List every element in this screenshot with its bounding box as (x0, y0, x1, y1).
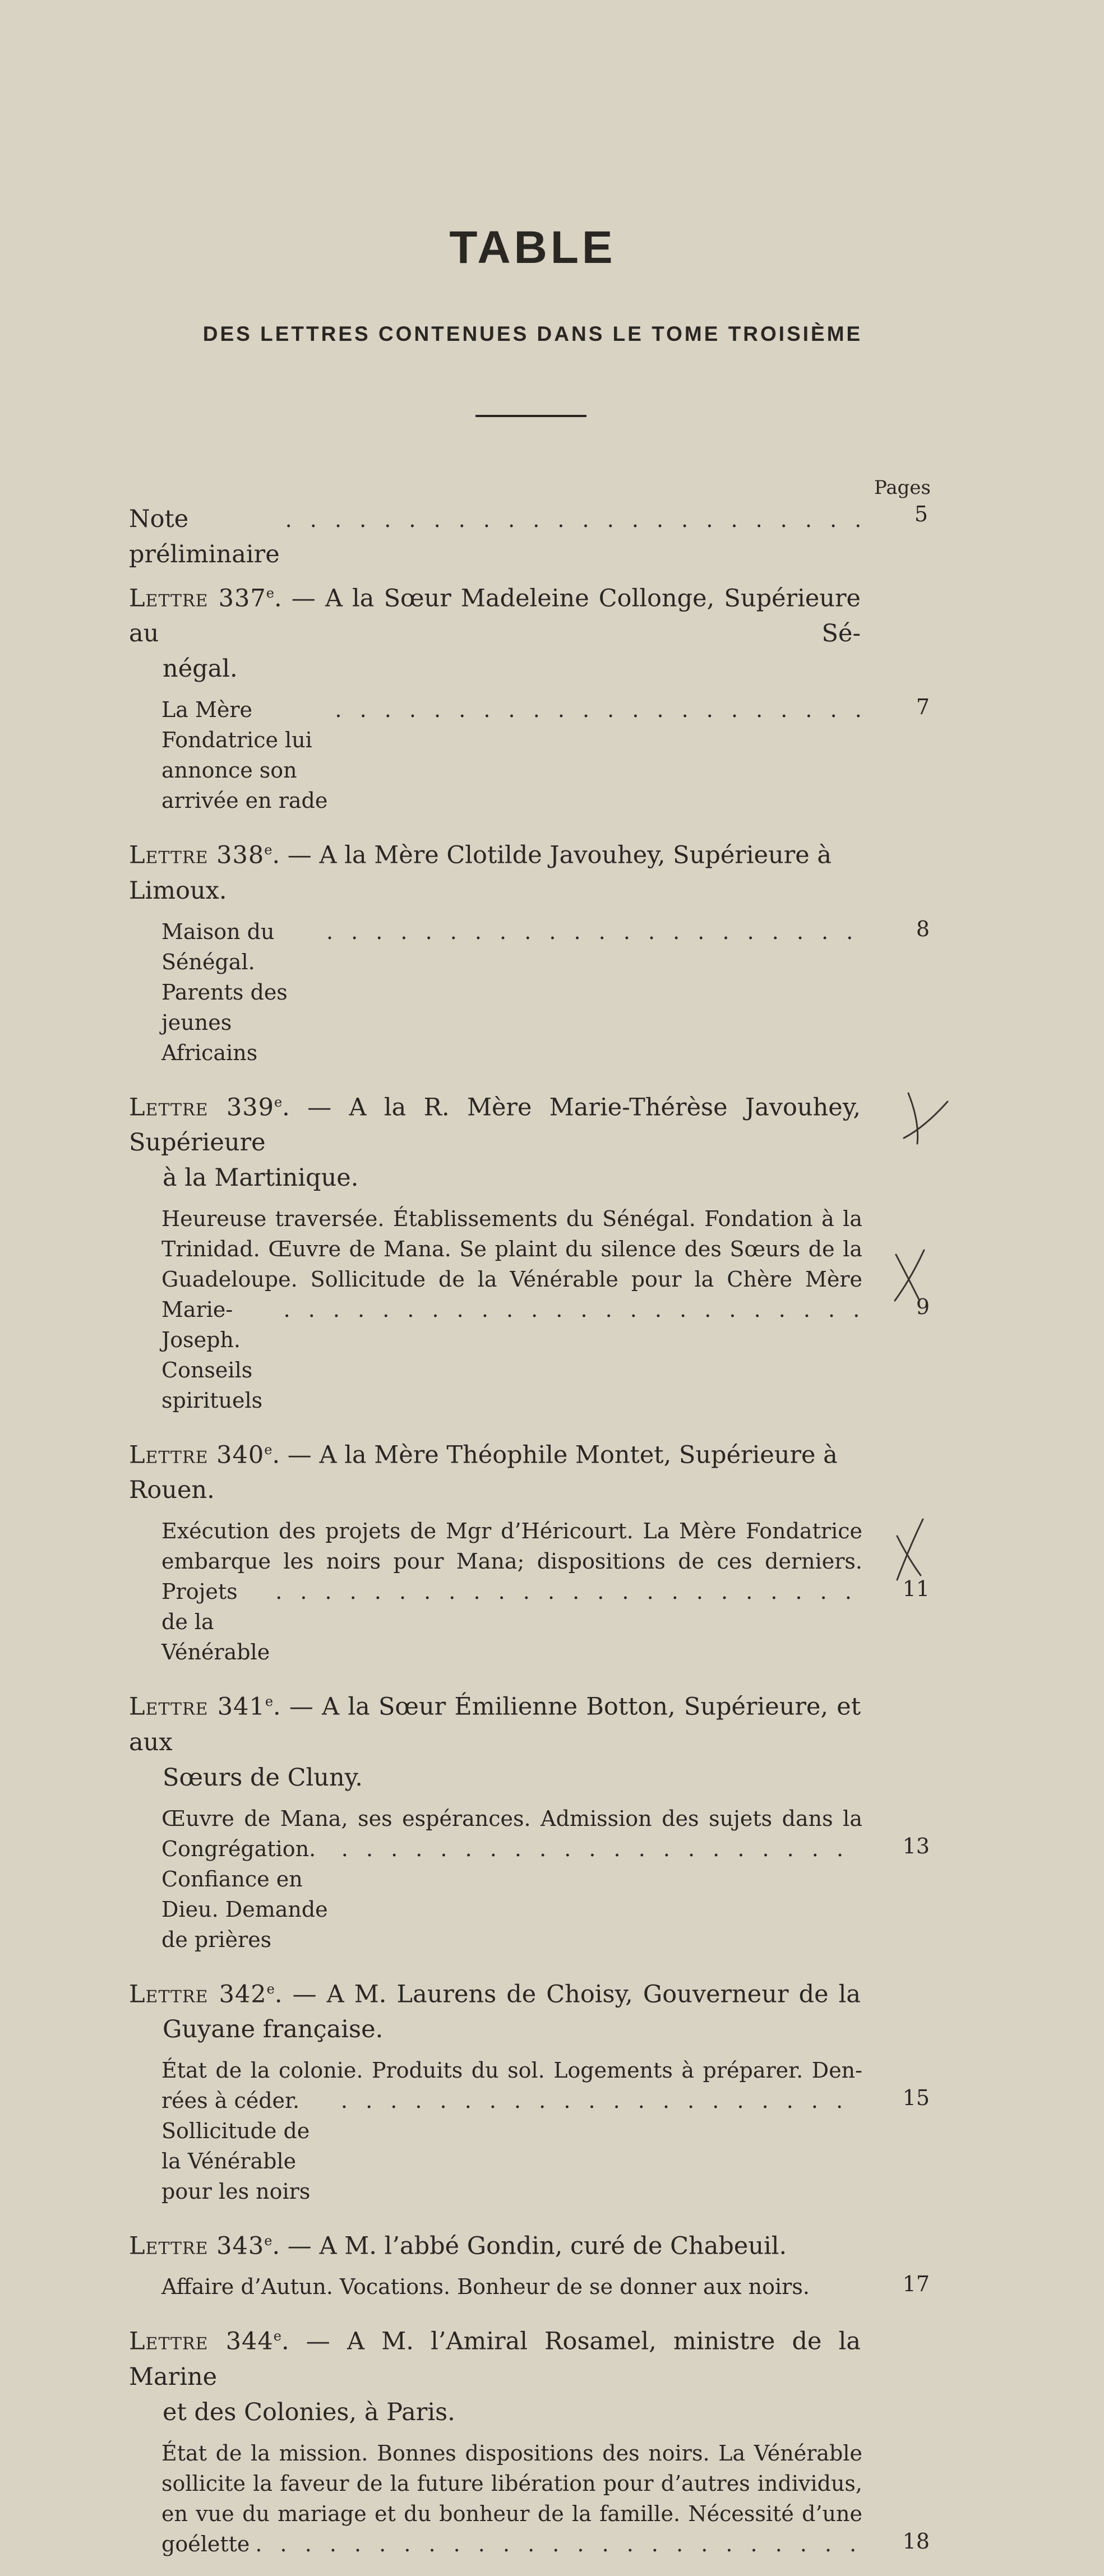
toc-entry-intro (129, 502, 928, 572)
leader-dots (335, 697, 862, 722)
leader-dots (284, 1297, 862, 1322)
leader-dots (255, 2532, 862, 2556)
leader-dots (285, 507, 861, 532)
letter-summary-line: Exécution des projets de Mgr d’Héricourt. La Mère Fondatrice (161, 1519, 862, 1544)
letter-summary-line: Trinidad. Œuvre de Mana. Se plaint du silence des Sœurs de la (161, 1236, 862, 1261)
letter-number: Lettre 337 (129, 584, 266, 613)
letter-summary: Affaire d’Autun. Vocations. Bonheur de se donner aux noirs. (161, 2274, 810, 2300)
toc-entry-letter: Lettre 344e. — A M. l’Amiral Rosamel, ministre de la Marine et des Colonies, à Paris. État de la mission. Bonnes dispositions des noirs. La Vénérable sollicite la faveur de la future libération pour d’autres individus, en vue du mariage et du bonheur de la famille. Nécessité d’une goélette . . . 18 (0, 2319, 1104, 2559)
page-number: 11 (902, 1576, 930, 1602)
letter-summary-line: Œuvre de Mana, ses espérances. Admission des sujets dans la (161, 1806, 862, 1831)
letter-summary: rées à céder. Sollicitude de la Vénérable pour les noirs (161, 2088, 311, 2204)
letter-heading: . — A M. l’Amiral Rosamel, ministre de la Marine (129, 2327, 861, 2391)
letter-heading: . — A la Sœur Madeleine Collonge, Supérieure au Sé- (129, 584, 861, 648)
page-title: TABLE (449, 222, 616, 273)
letter-summary-line: sollicite la faveur de la future libération pour d’autres individus, (161, 2471, 862, 2496)
letter-heading: . — A la Sœur Émilienne Botton, Supérieure, et aux (129, 1692, 861, 1756)
letter-summary: Projets de la Vénérable (161, 1579, 270, 1665)
page-number: 9 (916, 1294, 930, 1319)
letter-summary: Maison du Sénégal. Parents des jeunes Africains (161, 919, 288, 1065)
letter-summary-line: Heureuse traversée. Établissements du Sénégal. Fondation à la (161, 1206, 862, 1231)
toc-entry-letter: Lettre 338e. — A la Mère Clotilde Javouhey, Supérieure à Limoux. Maison du Sénégal. Parents des jeunes Africains . . . 8 (0, 833, 1104, 1067)
letter-number: Lettre 342 (129, 1980, 267, 2008)
page-number: 17 (902, 2272, 930, 2297)
toc-entry-letter: Lettre 343e. — A M. l’abbé Gondin, curé de Chabeuil. Affaire d’Autun. Vocations. Bonheur de se donner aux noirs. 17 (0, 2223, 1104, 2302)
letter-heading: . — A la Mère Clotilde Javouhey, Supérieure à Limoux. (129, 841, 832, 905)
leader-dots (341, 2088, 862, 2113)
letter-number: Lettre 344 (129, 2327, 274, 2356)
letter-heading-continued: Guyane française. (163, 2015, 384, 2043)
letter-number: Lettre 343 (129, 2232, 265, 2260)
letter-summary-line: État de la mission. Bonnes dispositions des noirs. La Vénérable (161, 2440, 862, 2466)
letter-summary: Marie-Joseph. Conseils spirituels (161, 1297, 263, 1413)
letter-summary: La Mère Fondatrice lui annonce son arrivée en rade (161, 697, 328, 813)
toc-entry-letter: Lettre 337e. — A la Sœur Madeleine Collonge, Supérieure au Sé- négal. La Mère Fondatrice lui annonce son arrivée en rade . . . 7 (0, 576, 1104, 816)
letter-summary-line: en vue du mariage et du bonheur de la famille. Nécessité d’une (161, 2501, 862, 2526)
letter-summary-line: Guadeloupe. Sollicitude de la Vénérable pour la Chère Mère (161, 1266, 862, 1292)
toc-entry-letter: Lettre 341e. — A la Sœur Émilienne Botton, Supérieure, et aux Sœurs de Cluny. Œuvre de Mana, ses espérances. Admission des sujets dans la Congrégation. Confiance en Dieu. Demande de prières . . . 13 (0, 1684, 1104, 1954)
page-number: 13 (902, 1833, 930, 1858)
letter-number: Lettre 339 (129, 1093, 274, 1121)
letter-summary: Congrégation. Confiance en Dieu. Demande de prières (161, 1836, 328, 1952)
letter-number: Lettre 338 (129, 841, 265, 870)
letter-number: Lettre 341 (129, 1692, 265, 1721)
letter-heading-continued: négal. (163, 655, 238, 683)
letter-heading-continued: à la Martinique. (163, 1163, 359, 1192)
letter-heading: . — A la R. Mère Marie-Thérèse Javouhey, Supérieure (129, 1093, 861, 1157)
letter-summary-line: État de la colonie. Produits du sol. Logements à préparer. Den- (161, 2057, 862, 2083)
letter-heading: . — A M. l’abbé Gondin, curé de Chabeuil. (272, 2232, 787, 2260)
leader-dots (275, 1579, 862, 1604)
letter-heading: . — A M. Laurens de Choisy, Gouverneur de la (274, 1980, 861, 2008)
letter-heading: . — A la Mère Théophile Montet, Supérieure à Rouen. (129, 1441, 838, 1505)
divider-rule (475, 415, 586, 417)
page-number: 8 (916, 916, 930, 941)
toc-entry-letter: Lettre 339e. — A la R. Mère Marie-Thérèse Javouhey, Supérieure à la Martinique. Heureuse traversée. Établissements du Sénégal. Fondation à la Trinidad. Œuvre de Mana. Se plaint du silence des Sœurs de la Guadeloupe. Sollicitude de la Vénérable pour la Chère Mère Marie-Joseph. Conseils spirituels . . . 9 (0, 1085, 1104, 1416)
toc-entry-label: Note préliminaire (129, 505, 280, 568)
letter-heading-continued: et des Colonies, à Paris. (163, 2398, 455, 2426)
toc-entry-letter: Lettre 340e. — A la Mère Théophile Montet, Supérieure à Rouen. Exécution des projets de Mgr d’Héricourt. La Mère Fondatrice embarque les noirs pour Mana; dispositions de ces derniers. Projets de la Vénérable . . . 11 (0, 1432, 1104, 1667)
toc-entry-letter: Lettre 342e. — A M. Laurens de Choisy, Gouverneur de la Guyane française. État de la colonie. Produits du sol. Logements à préparer. Den- rées à céder. Sollicitude de la Vénérable pour les noirs . . . 15 (0, 1972, 1104, 2207)
page-subtitle: DES LETTRES CONTENUES DANS LE TOME TROISIÈME (202, 322, 863, 345)
page-number: 5 (914, 502, 928, 526)
page-number: 7 (916, 695, 930, 720)
leader-dots (341, 1837, 862, 1861)
page-number: 18 (902, 2528, 930, 2554)
letter-summary: goélette (161, 2531, 250, 2556)
letter-heading-continued: Sœurs de Cluny. (163, 1763, 363, 1792)
leader-dots (326, 919, 862, 944)
pages-column-label: Pages (874, 477, 931, 499)
page-number: 15 (902, 2085, 930, 2110)
letter-number: Lettre 340 (129, 1441, 265, 1469)
table-of-contents (0, 502, 1104, 2576)
letter-summary-line: embarque les noirs pour Mana; dispositions de ces derniers. (161, 1549, 862, 1574)
